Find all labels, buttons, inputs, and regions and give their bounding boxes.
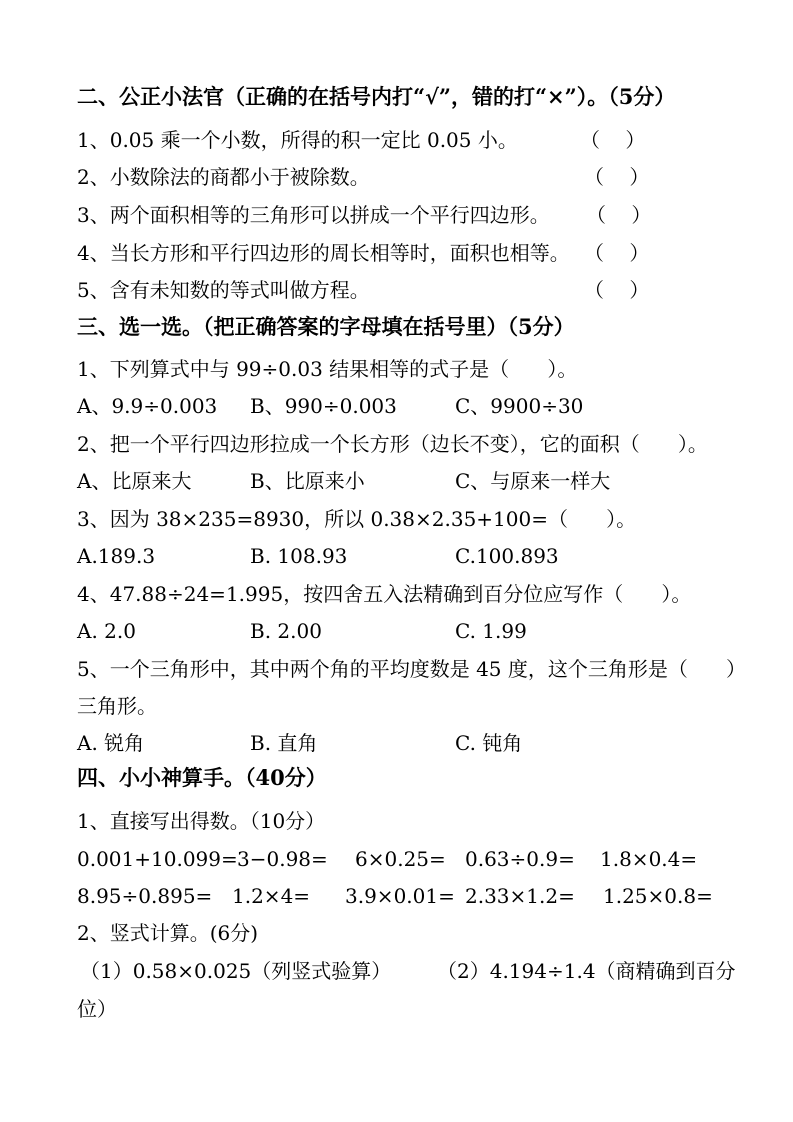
vertical-calc-2: （2）4.194÷1.4（商精确到百分 [437,959,736,983]
calc-item: 6×0.25= [355,847,446,871]
choice-question-5: 5、一个三角形中，其中两个角的平均度数是 45 度，这个三角形是（ ） [77,657,747,681]
option-c: C. 1.99 [455,619,527,643]
calc-item: 3−0.98= [237,847,328,871]
answer-blank: （ ） [580,128,646,152]
answer-blank: （ ） [584,165,650,189]
choice-question-2: 2、把一个平行四边形拉成一个长方形（边长不变），它的面积（ ）。 [77,432,708,456]
choice-question-4: 4、47.88÷24=1.995，按四舍五入法精确到百分位应写作（ ）。 [77,582,692,606]
calc-item: 0.63÷0.9= [465,847,575,871]
option-a: A、9.9÷0.003 [77,394,218,418]
answer-blank: （ ） [586,203,652,227]
vertical-calc-1: （1）0.58×0.025（列竖式验算） [80,959,392,983]
judge-item-1: 1、0.05 乘一个小数，所得的积一定比 0.05 小。 [77,128,518,152]
calc-item: 8.95÷0.895= [77,884,213,908]
option-b: B. 108.93 [250,544,348,568]
option-b: B. 直角 [250,731,318,755]
section-heading: 二、公正小法官（正确的在括号内打“√”，错的打“×”）。（5分） [77,84,676,109]
answer-blank: （ ） [584,241,650,265]
vertical-calc-2-cont: 位） [77,997,117,1021]
option-a: A. 锐角 [77,731,145,755]
option-a: A.189.3 [77,544,156,568]
subsection-title: 2、竖式计算。(6分) [77,921,259,945]
option-c: C、9900÷30 [455,394,584,418]
subsection-title: 1、直接写出得数。（10分） [77,809,326,833]
option-a: A、比原来大 [77,469,192,493]
section-heading: 三、选一选。（把正确答案的字母填在括号里）（5分） [77,314,575,339]
choice-question-1: 1、下列算式中与 99÷0.03 结果相等的式子是（ ）。 [77,357,578,381]
answer-blank: （ ） [584,278,650,302]
option-c: C.100.893 [455,544,559,568]
option-a: A. 2.0 [77,619,136,643]
section-heading: 四、小小神算手。（40分） [77,765,327,790]
calc-item: 0.001+10.099= [77,847,238,871]
calc-item: 2.33×1.2= [465,884,575,908]
judge-item-2: 2、小数除法的商都小于被除数。 [77,165,370,189]
judge-item-4: 4、当长方形和平行四边形的周长相等时，面积也相等。 [77,241,570,265]
judge-item-5: 5、含有未知数的等式叫做方程。 [77,278,370,302]
option-b: B、比原来小 [250,469,365,493]
option-b: B. 2.00 [250,619,322,643]
calc-item: 1.2×4= [232,884,311,908]
calc-item: 1.8×0.4= [600,847,698,871]
option-c: C、与原来一样大 [455,469,611,493]
choice-question-5-cont: 三角形。 [77,694,157,718]
option-b: B、990÷0.003 [250,394,397,418]
choice-question-3: 3、因为 38×235=8930，所以 0.38×2.35+100=（ ）。 [77,507,637,531]
judge-item-3: 3、两个面积相等的三角形可以拼成一个平行四边形。 [77,203,550,227]
calc-item: 1.25×0.8= [603,884,713,908]
option-c: C. 钝角 [455,731,523,755]
calc-item: 3.9×0.01= [345,884,455,908]
